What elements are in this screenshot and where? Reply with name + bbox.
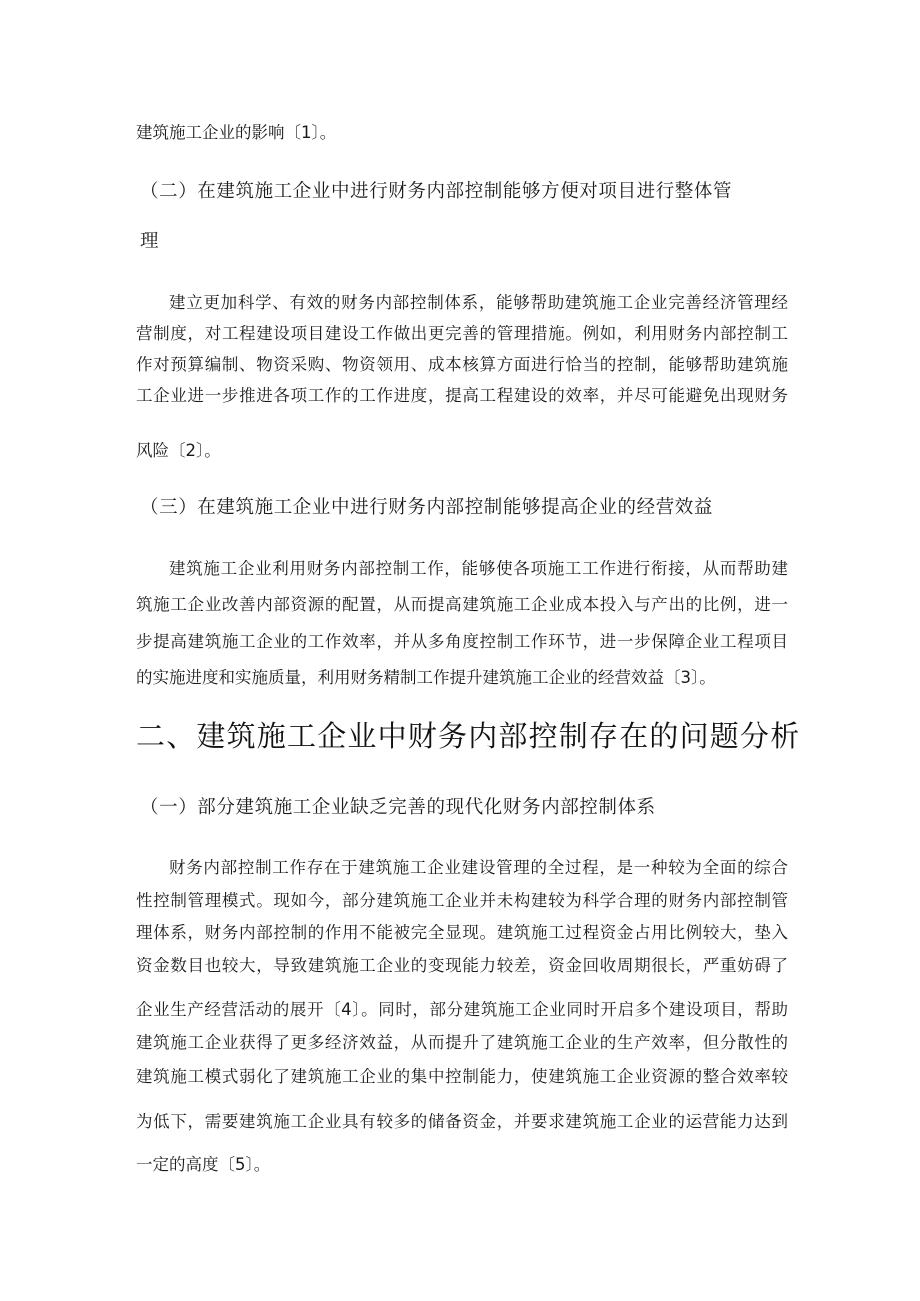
section2-heading-line1: （二）在建筑施工企业中进行财务内部控制能够方便对项目进行整体管 xyxy=(140,181,733,202)
paragraph-line: 的实施进度和实施质量，利用财务精制工作提升建筑施工企业的经营效益〔3〕。 xyxy=(136,668,716,687)
paragraph-line: 营制度，对工程建设项目建设工作做出更完善的管理措施。例如，利用财务内部控制工 xyxy=(136,324,788,343)
section2-heading-line2: 理 xyxy=(140,231,160,252)
paragraph-line: 企业生产经营活动的展开〔4〕。同时，部分建筑施工企业同时开启多个建设项目，帮助 xyxy=(136,1000,788,1019)
paragraph-line: 理体系，财务内部控制的作用不能被完全显现。建筑施工过程资金占用比例较大，垫入 xyxy=(136,923,788,942)
paragraph-line: 性控制管理模式。现如今，部分建筑施工企业并未构建较为科学合理的财务内部控制管 xyxy=(136,891,788,910)
paragraph-line: 风险〔2〕。 xyxy=(136,441,221,460)
paragraph-line: 建筑施工企业获得了更多经济效益，从而提升了建筑施工企业的生产效率，但分散性的 xyxy=(136,1033,788,1052)
paragraph-line: 建立更加科学、有效的财务内部控制体系，能够帮助建筑施工企业完善经济管理经 xyxy=(169,293,788,312)
paragraph-line: 步提高建筑施工企业的工作效率，并从多角度控制工作环节，进一步保障企业工程项目 xyxy=(136,632,788,651)
paragraph-line: 工企业进一步推进各项工作的工作进度，提高工程建设的效率，并尽可能避免出现财务 xyxy=(136,386,788,405)
paragraph-line: 建筑施工企业利用财务内部控制工作，能够使各项施工工作进行衔接，从而帮助建 xyxy=(169,559,788,578)
paragraph-line: 作对预算编制、物资采购、物资领用、成本核算方面进行恰当的控制，能够帮助建筑施 xyxy=(136,355,788,374)
continued-text-line: 建筑施工企业的影响〔1〕。 xyxy=(136,123,337,142)
paragraph-line: 一定的高度〔5〕。 xyxy=(136,1155,271,1174)
paragraph-line: 财务内部控制工作存在于建筑施工企业建设管理的全过程，是一种较为全面的综合 xyxy=(169,858,788,877)
paragraph-line: 筑施工企业改善内部资源的配置，从而提高建筑施工企业成本投入与产出的比例，进一 xyxy=(136,595,788,614)
paragraph-line: 资金数目也较大，导致建筑施工企业的变现能力较差，资金回收周期很长，严重妨碍了 xyxy=(136,956,788,975)
paragraph-line: 为低下，需要建筑施工企业具有较多的储备资金，并要求建筑施工企业的运营能力达到 xyxy=(136,1112,788,1131)
section3-heading: （三）在建筑施工企业中进行财务内部控制能够提高企业的经营效益 xyxy=(140,497,714,518)
paragraph-line: 建筑施工模式弱化了建筑施工企业的集中控制能力，使建筑施工企业资源的整合效率较 xyxy=(136,1067,788,1086)
chapter2-sub1-heading: （一）部分建筑施工企业缺乏完善的现代化财务内部控制体系 xyxy=(140,797,656,818)
chapter2-heading: 二、建筑施工企业中财务内部控制存在的问题分析 xyxy=(136,719,801,753)
